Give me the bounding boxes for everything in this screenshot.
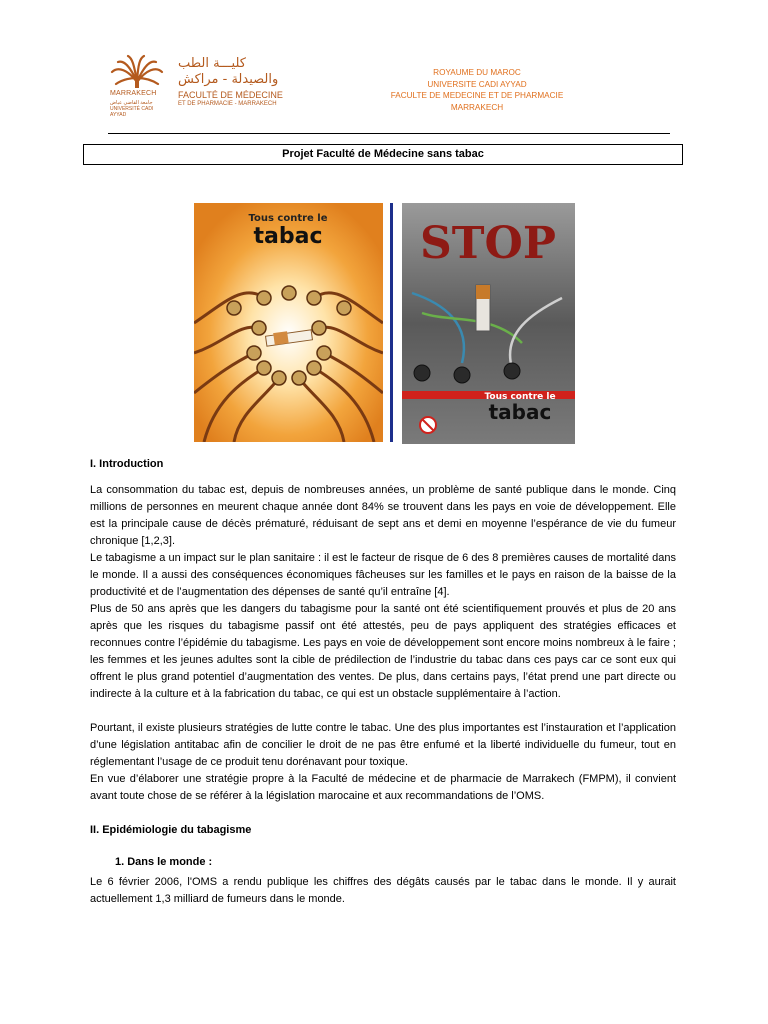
- logo-arabic-line2: والصيدلة - مراكش: [178, 72, 279, 87]
- poster-right-line2: tabac: [488, 400, 552, 424]
- poster-right-stop: STOP: [420, 218, 556, 269]
- no-smoking-icon: [420, 417, 436, 433]
- intro-paragraph: La consommation du tabac est, depuis de nombreuses années, un problème de santé publique dans le monde. Cinq millions de personnes en meurent chaque année dont 84% se trouvent dans les pays en voie de développement. Elle est la principale cause de décès prématuré, réduisant de sept ans et demi en moyenne l’espérance de vie du fumeur chronique [1,2,3].: [90, 484, 676, 547]
- intro-paragraph: Le tabagisme a un impact sur le plan sanitaire : il est le facteur de risque de 6 des 8 premières causes de mortalité dans le monde. Il a aussi des conséquences économiques fâcheuses sur les familles et le pays en raison de la baisse de la productivité et de l’augmentation des dépenses de santé qu’il entraîne [4].: [90, 552, 676, 598]
- logo-french-line2: ET DE PHARMACIE - MARRAKECH: [178, 101, 277, 107]
- poster-left-line1: Tous contre le: [248, 213, 328, 224]
- poster-tous-contre-le-tabac: [194, 203, 383, 442]
- poster-right-line1: Tous contre le: [484, 392, 556, 402]
- institution-line: ROYAUME DU MAROC: [433, 68, 521, 77]
- document-title: Projet Faculté de Médecine sans tabac: [83, 144, 683, 165]
- poster-divider: [390, 203, 393, 442]
- intro-paragraph: Plus de 50 ans après que les dangers du tabagisme pour la santé ont été scientifiquement prouvés et plus de 20 ans après que les risques du tabagisme passif ont été attestés, peu de pays appliquent des stratégies efficaces et reconnues contre l’épidémie du tabagisme. Les pays en voie de développement sont encore moins nombreux à le faire ; les femmes et les jeunes adultes sont la cible de prédilection de l’industrie du tabac dans ces pays car ce sont eux qui offrent le plus grand potentiel d’augmentation des ventes. De plus, dans certains pays, l’état prend une part directe ou indirecte à la culture et à la fabrication du tabac, ce qui est un obstacle supplémentaire à l’action.: [90, 603, 676, 700]
- faculty-logo: [108, 52, 288, 118]
- intro-paragraph: En vue d’élaborer une stratégie propre à la Faculté de médecine et de pharmacie de Marrakech (FMPM), il convient avant toute chose de se référer à la législation marocaine et aux recommandations de l’OMS.: [90, 773, 676, 802]
- poster-stop-tabac: [402, 203, 575, 444]
- logo-arabic-line1: كليـــة الطب: [178, 56, 246, 71]
- epidemiology-paragraph: Le 6 février 2006, l'OMS a rendu publique les chiffres des dégâts causés par le tabac dans le monde. Il y aurait actuellement 1,3 milliard de fumeurs dans le monde.: [90, 876, 676, 905]
- header-rule: [108, 133, 670, 134]
- institution-line: FACULTE DE MEDECINE ET DE PHARMACIE: [390, 91, 564, 100]
- section-heading-epidemiologie: II. Epidémiologie du tabagisme: [90, 824, 252, 836]
- logo-emblem-subtext: جامعة القاضي عياض UNIVERSITÉ CADI AYYAD: [110, 100, 154, 118]
- logo-french-line1: FACULTÉ DE MÉDECINE: [178, 90, 283, 100]
- poster-left-line2: tabac: [253, 224, 323, 249]
- institution-header: [370, 67, 584, 113]
- institution-line: UNIVERSITE CADI AYYAD: [427, 79, 527, 89]
- intro-paragraph: Pourtant, il existe plusieurs stratégies de lutte contre le tabac. Une des plus importantes est l’instauration et l’application d’une législation antitabac afin de concilier le droit de ne pas être enfumé et la liberté individuelle du fumeur, tout en réglementant l’usage de ce produit tenu dorénavant pour toxique.: [90, 722, 676, 768]
- institution-line: MARRAKECH: [450, 102, 504, 112]
- section-heading-introduction: I. Introduction: [90, 458, 164, 470]
- subsection-heading-monde: 1. Dans le monde :: [115, 856, 213, 868]
- logo-emblem-text: MARRAKECH: [110, 90, 157, 97]
